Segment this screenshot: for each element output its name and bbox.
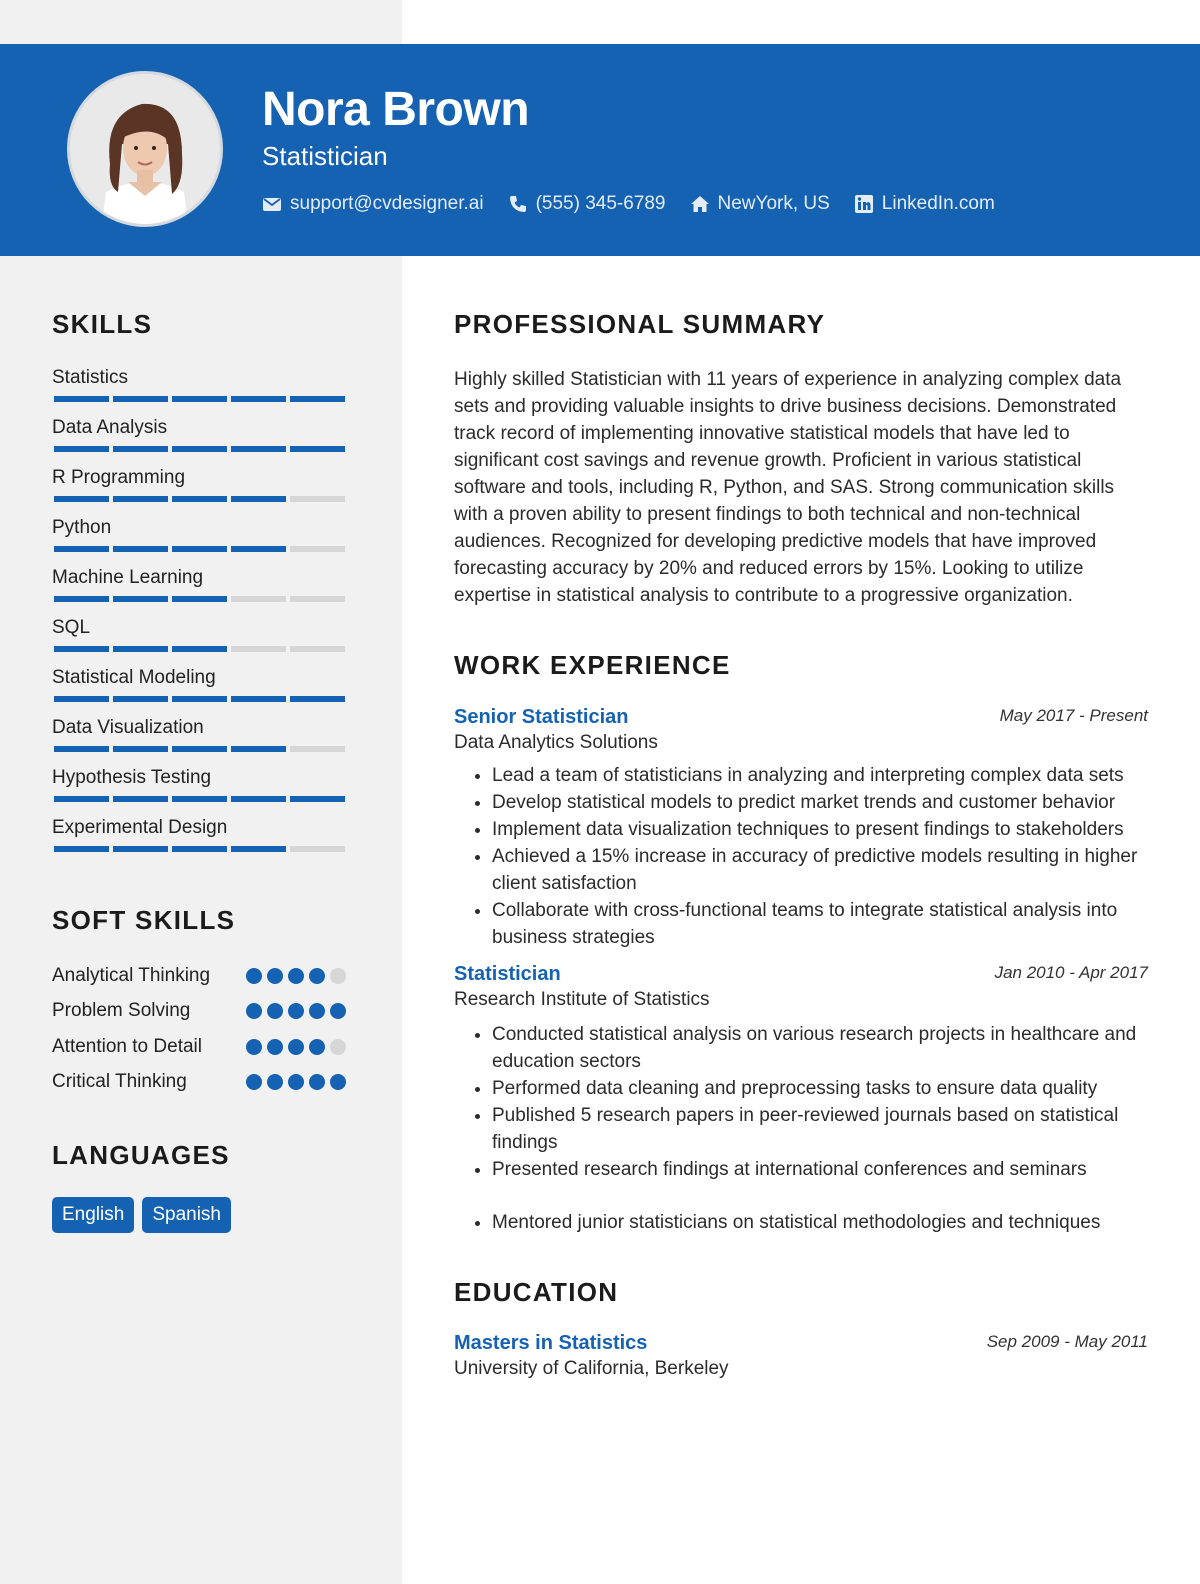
soft-skill-item xyxy=(52,1033,352,1060)
skills-heading: SKILLS xyxy=(52,309,153,339)
soft-skill-label: Analytical Thinking xyxy=(52,965,211,986)
job-bullets xyxy=(454,762,1148,951)
rating-dot-filled xyxy=(309,1074,325,1090)
skill-segment-filled xyxy=(172,696,227,702)
rating-dot-filled xyxy=(330,1074,346,1090)
experience-heading: WORK EXPERIENCE xyxy=(454,650,731,680)
skill-segment-empty xyxy=(290,496,345,502)
rating-dot-filled xyxy=(246,1074,262,1090)
skill-level-bar xyxy=(54,446,350,452)
skill-segment-filled xyxy=(172,846,227,852)
candidate-name: Nora Brown xyxy=(262,83,530,136)
bullet-item: • Collaborate with cross-functional teams to integrate statistical analysis into business strategies xyxy=(492,897,1148,951)
skill-segment-filled xyxy=(231,496,286,502)
skill-segment-filled xyxy=(54,496,109,502)
skill-segment-empty xyxy=(290,646,345,652)
job-dates: Jan 2010 - Apr 2017 xyxy=(994,963,1148,982)
languages-list xyxy=(52,1197,352,1233)
job-entry xyxy=(454,704,1148,951)
rating-dot-filled xyxy=(267,1003,283,1019)
soft-skill-item xyxy=(52,1068,352,1095)
summary-text: Highly skilled Statistician with 11 years of experience in analyzing complex data sets and providing valuable insights to drive business decisions. Demonstrated track record of implementing innovative statistical models that have led to significant cost savings and revenue growth. Proficient in various statistical software and tools, including R, Python, and SAS. Strong communication skills with a proven ability to present findings to both technical and non-technical audiences. Recognized for developing predictive models that have improved forecasting accuracy by 20% and reduced errors by 15%. Looking to utilize expertise in statistical analysis to contribute to a progressive organization. xyxy=(454,369,1122,606)
skill-segment-filled xyxy=(172,446,227,452)
skill-segment-filled xyxy=(172,796,227,802)
rating-dot-filled xyxy=(288,968,304,984)
skill-segment-filled xyxy=(172,546,227,552)
skill-level-bar xyxy=(54,646,350,652)
soft-skill-label: Attention to Detail xyxy=(52,1036,202,1057)
job-role: Statistician xyxy=(454,963,561,985)
avatar xyxy=(67,71,223,227)
skill-segment-filled xyxy=(113,796,168,802)
rating-dot-filled xyxy=(267,968,283,984)
education-degree: Masters in Statistics xyxy=(454,1332,648,1354)
skill-segment-empty xyxy=(231,646,286,652)
rating-dot-filled xyxy=(288,1039,304,1055)
skill-item xyxy=(52,466,352,516)
skill-segment-filled xyxy=(113,396,168,402)
rating-dot-filled xyxy=(267,1074,283,1090)
bullet-item: • Mentored junior statisticians on statistical methodologies and techniques xyxy=(492,1209,1148,1236)
skill-label: Data Visualization xyxy=(52,717,204,738)
job-company: Data Analytics Solutions xyxy=(454,732,658,753)
education-school: University of California, Berkeley xyxy=(454,1358,729,1379)
summary-heading: PROFESSIONAL SUMMARY xyxy=(454,309,826,339)
bullet-item: • Develop statistical models to predict market trends and customer behavior xyxy=(492,789,1148,816)
skill-segment-empty xyxy=(290,746,345,752)
rating-dot-filled xyxy=(309,1039,325,1055)
bullet-item: • Performed data cleaning and preprocessing tasks to ensure data quality xyxy=(492,1075,1148,1102)
rating-dot-filled xyxy=(246,1003,262,1019)
skill-label: Machine Learning xyxy=(52,567,204,588)
skills-list xyxy=(52,366,352,866)
skill-label: Experimental Design xyxy=(52,817,228,838)
skill-level-bar xyxy=(54,596,350,602)
education-dates: Sep 2009 - May 2011 xyxy=(986,1332,1148,1351)
skill-segment-filled xyxy=(172,396,227,402)
skill-item xyxy=(52,766,352,816)
location-text: NewYork, US xyxy=(717,193,830,214)
skill-segment-filled xyxy=(290,696,345,702)
skill-segment-filled xyxy=(113,696,168,702)
skill-level-bar xyxy=(54,796,350,802)
contact-location xyxy=(690,193,830,215)
rating-dot-filled xyxy=(267,1039,283,1055)
skill-item xyxy=(52,716,352,766)
bullet-item: • Implement data visualization techniques to present findings to stakeholders xyxy=(492,816,1148,843)
soft-skill-rating xyxy=(246,1002,348,1025)
skill-segment-filled xyxy=(54,596,109,602)
skill-segment-filled xyxy=(113,596,168,602)
skill-segment-filled xyxy=(290,446,345,452)
email-text: support@cvdesigner.ai xyxy=(290,193,484,214)
skill-segment-filled xyxy=(54,446,109,452)
job-entry xyxy=(454,961,1148,1236)
rating-dot-filled xyxy=(246,1039,262,1055)
languages-heading: LANGUAGES xyxy=(52,1140,230,1170)
skill-segment-empty xyxy=(290,846,345,852)
skill-label: R Programming xyxy=(52,467,186,488)
skill-segment-filled xyxy=(172,646,227,652)
skill-segment-filled xyxy=(231,546,286,552)
skill-segment-filled xyxy=(54,796,109,802)
resume-header xyxy=(0,44,1200,256)
job-bullets xyxy=(454,1021,1148,1236)
phone-text: (555) 345-6789 xyxy=(535,193,666,214)
skill-label: Python xyxy=(52,517,112,538)
skill-item xyxy=(52,416,352,466)
skill-item xyxy=(52,566,352,616)
job-header xyxy=(454,961,1148,987)
candidate-title: Statistician xyxy=(262,141,388,171)
language-tag: English xyxy=(52,1197,134,1233)
skill-item xyxy=(52,366,352,416)
phone-icon xyxy=(508,194,528,214)
skill-label: SQL xyxy=(52,617,91,638)
skill-segment-filled xyxy=(113,846,168,852)
skill-level-bar xyxy=(54,696,350,702)
rating-dot-filled xyxy=(309,968,325,984)
soft-skill-item xyxy=(52,962,352,989)
skill-segment-filled xyxy=(113,546,168,552)
left-column xyxy=(52,256,352,1233)
skill-segment-filled xyxy=(172,496,227,502)
skill-segment-filled xyxy=(231,796,286,802)
envelope-icon xyxy=(262,194,282,214)
skill-segment-filled xyxy=(54,396,109,402)
rating-dot-empty xyxy=(330,968,346,984)
linkedin-icon xyxy=(854,194,874,214)
rating-dot-filled xyxy=(309,1003,325,1019)
job-company: Research Institute of Statistics xyxy=(454,989,710,1010)
skill-label: Hypothesis Testing xyxy=(52,767,212,788)
skill-item xyxy=(52,616,352,666)
soft-skill-item xyxy=(52,997,352,1024)
skill-segment-filled xyxy=(54,846,109,852)
skill-segment-filled xyxy=(113,496,168,502)
skill-segment-empty xyxy=(231,596,286,602)
portrait-image xyxy=(70,74,220,224)
language-tag: Spanish xyxy=(142,1197,231,1233)
soft-skill-label: Critical Thinking xyxy=(52,1071,187,1092)
skill-segment-filled xyxy=(231,746,286,752)
soft-skill-rating xyxy=(246,1073,348,1096)
education-header xyxy=(454,1330,1148,1356)
skill-segment-filled xyxy=(54,696,109,702)
bullet-item: • Lead a team of statisticians in analyzing and interpreting complex data sets xyxy=(492,762,1148,789)
skill-item xyxy=(52,516,352,566)
skill-segment-filled xyxy=(113,746,168,752)
rating-dot-filled xyxy=(288,1074,304,1090)
job-role: Senior Statistician xyxy=(454,706,629,728)
right-column xyxy=(454,256,1148,1382)
skill-segment-filled xyxy=(231,696,286,702)
skill-label: Statistics xyxy=(52,367,129,388)
skill-segment-filled xyxy=(113,646,168,652)
contact-linkedin[interactable] xyxy=(854,193,995,215)
skill-segment-filled xyxy=(231,846,286,852)
soft-skill-rating xyxy=(246,967,348,990)
skill-segment-filled xyxy=(54,746,109,752)
skill-segment-filled xyxy=(231,446,286,452)
skill-segment-filled xyxy=(113,446,168,452)
skill-segment-filled xyxy=(172,746,227,752)
skill-level-bar xyxy=(54,746,350,752)
skill-item xyxy=(52,666,352,716)
skill-level-bar xyxy=(54,496,350,502)
rating-dot-empty xyxy=(330,1039,346,1055)
skill-item xyxy=(52,816,352,866)
bullet-item: • Presented research findings at international conferences and seminars xyxy=(492,1156,1148,1183)
skill-segment-empty xyxy=(290,596,345,602)
contact-email[interactable] xyxy=(262,193,484,215)
contact-phone[interactable] xyxy=(508,193,666,215)
home-icon xyxy=(690,194,710,214)
skill-segment-filled xyxy=(54,646,109,652)
skill-segment-empty xyxy=(290,546,345,552)
rating-dot-filled xyxy=(288,1003,304,1019)
soft-skills-list xyxy=(52,962,352,1095)
job-dates: May 2017 - Present xyxy=(999,706,1148,725)
soft-skill-label: Problem Solving xyxy=(52,1000,191,1021)
education-entry xyxy=(454,1330,1148,1382)
skill-label: Data Analysis xyxy=(52,417,168,438)
bullet-item: • Achieved a 15% increase in accuracy of predictive models resulting in higher client satisfaction xyxy=(492,843,1148,897)
skill-segment-filled xyxy=(290,396,345,402)
skill-segment-filled xyxy=(231,396,286,402)
skill-level-bar xyxy=(54,846,350,852)
skill-segment-filled xyxy=(290,796,345,802)
bullet-item: • Conducted statistical analysis on various research projects in healthcare and education sectors xyxy=(492,1021,1148,1075)
job-header xyxy=(454,704,1148,730)
soft-skills-heading: SOFT SKILLS xyxy=(52,905,236,935)
linkedin-text: LinkedIn.com xyxy=(881,193,995,214)
skill-label: Statistical Modeling xyxy=(52,667,216,688)
soft-skill-rating xyxy=(246,1038,348,1061)
skill-level-bar xyxy=(54,546,350,552)
rating-dot-filled xyxy=(330,1003,346,1019)
skill-segment-filled xyxy=(172,596,227,602)
contact-row xyxy=(262,190,1019,218)
bullet-item: • Published 5 research papers in peer-reviewed journals based on statistical findings xyxy=(492,1102,1148,1156)
skill-segment-filled xyxy=(54,546,109,552)
rating-dot-filled xyxy=(246,968,262,984)
skill-level-bar xyxy=(54,396,350,402)
education-heading: EDUCATION xyxy=(454,1277,619,1307)
